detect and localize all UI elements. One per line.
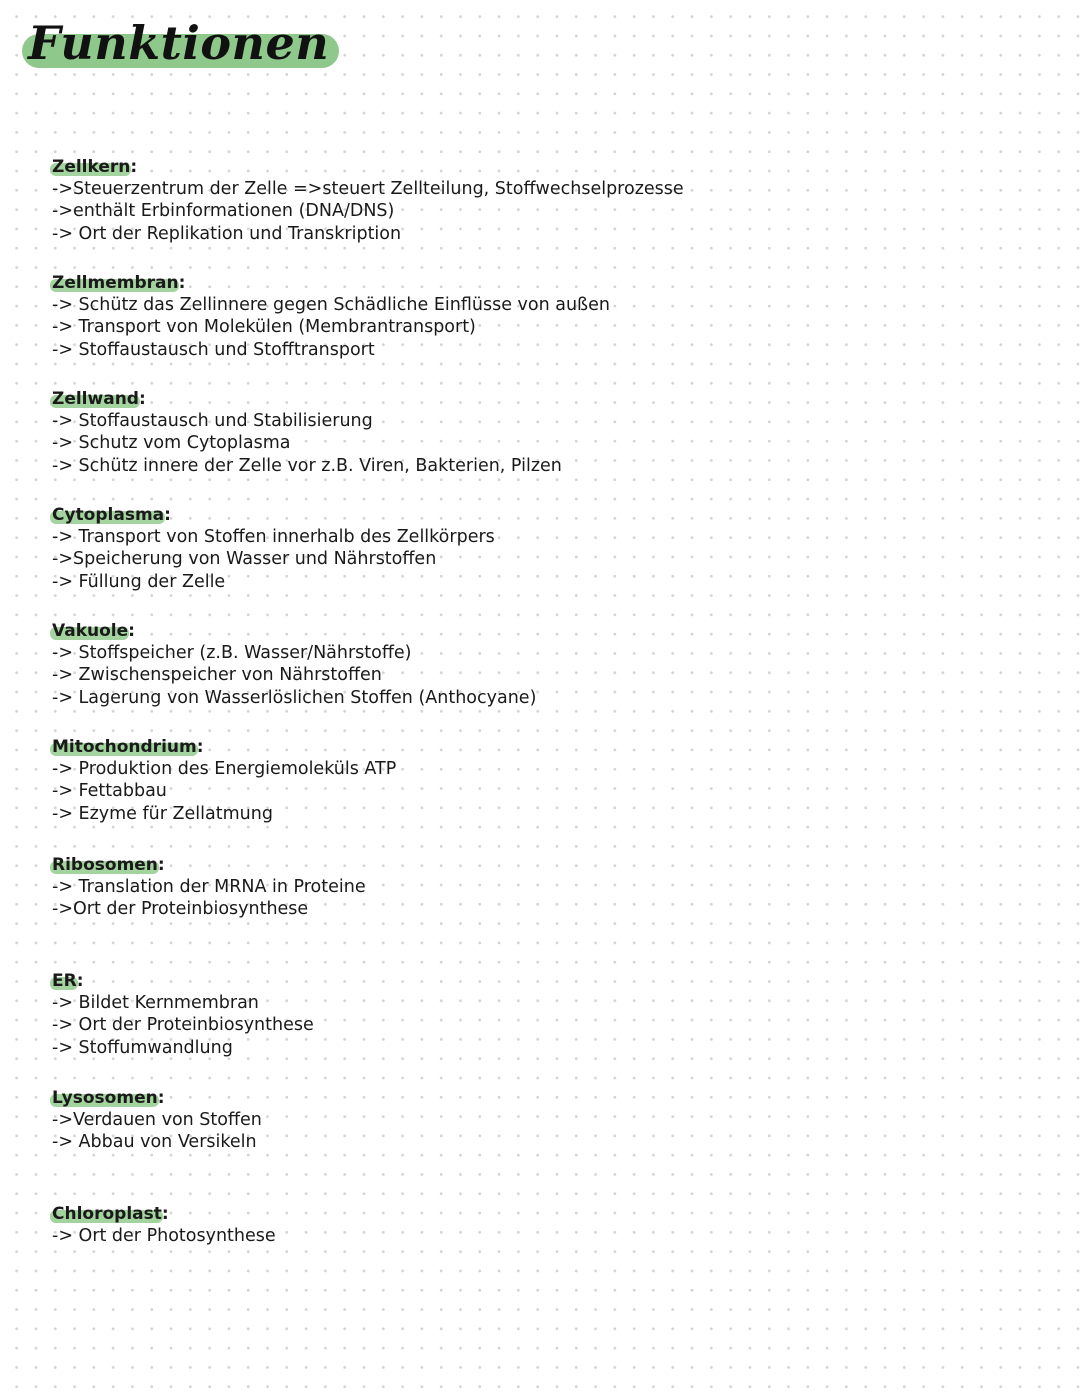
section-line: ->Speicherung von Wasser und Nährstoffen — [52, 549, 437, 570]
section-line: ->enthält Erbinformationen (DNA/DNS) — [52, 201, 395, 222]
section-line: -> Transport von Stoffen innerhalb des Zellkörpers — [52, 527, 495, 547]
page-title: Funktionen — [22, 14, 339, 70]
section-zellwand — [52, 388, 1052, 477]
section-heading: Cytoplasma: — [52, 505, 171, 525]
section-line: -> Transport von Molekülen (Membrantransport) — [52, 317, 476, 338]
section-er — [52, 970, 1052, 1059]
section-line: -> Schütz innere der Zelle vor z.B. Viren, Bakterien, Pilzen — [52, 455, 562, 476]
section-mitochondrium — [52, 736, 1052, 825]
section-line: -> Translation der MRNA in Proteine — [52, 877, 366, 897]
section-line: -> Ort der Replikation und Transkription — [52, 223, 402, 244]
section-line: -> Abbau von Versikeln — [52, 1132, 257, 1153]
section-line: -> Füllung der Zelle — [52, 571, 226, 592]
section-line: -> Stoffaustausch und Stabilisierung — [52, 411, 373, 431]
section-heading: Lysosomen: — [52, 1088, 165, 1108]
section-heading: Zellmembran: — [52, 273, 186, 293]
section-line: -> Bildet Kernmembran — [52, 993, 259, 1013]
section-line: ->Steuerzentrum der Zelle =>steuert Zellteilung, Stoffwechselprozesse — [52, 179, 684, 199]
section-heading: Ribosomen: — [52, 855, 165, 875]
section-line: -> Stoffaustausch und Stofftransport — [52, 339, 375, 360]
section-line: -> Zwischenspeicher von Nährstoffen — [52, 665, 382, 686]
section-line: -> Produktion des Energiemoleküls ATP — [52, 759, 397, 779]
section-line: -> Lagerung von Wasserlöslichen Stoffen (Anthocyane) — [52, 687, 537, 708]
section-heading: Mitochondrium: — [52, 737, 204, 757]
section-line: -> Fettabbau — [52, 781, 167, 802]
section-lysosomen — [52, 1087, 1052, 1154]
section-zellkern — [52, 156, 1052, 245]
section-line: -> Schütz das Zellinnere gegen Schädliche Einflüsse von außen — [52, 295, 610, 315]
section-heading: Vakuole: — [52, 621, 135, 641]
section-line: -> Ezyme für Zellatmung — [52, 803, 273, 824]
section-chloroplast — [52, 1203, 1052, 1247]
section-line: ->Ort der Proteinbiosynthese — [52, 899, 309, 920]
section-line: -> Stoffspeicher (z.B. Wasser/Nährstoffe) — [52, 643, 412, 663]
section-zellmembran — [52, 272, 1052, 361]
section-heading: ER: — [52, 971, 84, 991]
section-heading: Zellkern: — [52, 157, 138, 177]
section-ribosomen — [52, 854, 1052, 921]
page-title-container — [22, 14, 339, 70]
section-heading: Zellwand: — [52, 389, 146, 409]
section-line: -> Ort der Photosynthese — [52, 1226, 276, 1246]
section-line: -> Stoffumwandlung — [52, 1037, 233, 1058]
section-line: -> Schutz vom Cytoplasma — [52, 433, 291, 454]
section-heading: Chloroplast: — [52, 1204, 169, 1224]
section-line: ->Verdauen von Stoffen — [52, 1110, 262, 1130]
section-vakuole — [52, 620, 1052, 709]
section-cytoplasma — [52, 504, 1052, 593]
section-line: -> Ort der Proteinbiosynthese — [52, 1015, 314, 1036]
